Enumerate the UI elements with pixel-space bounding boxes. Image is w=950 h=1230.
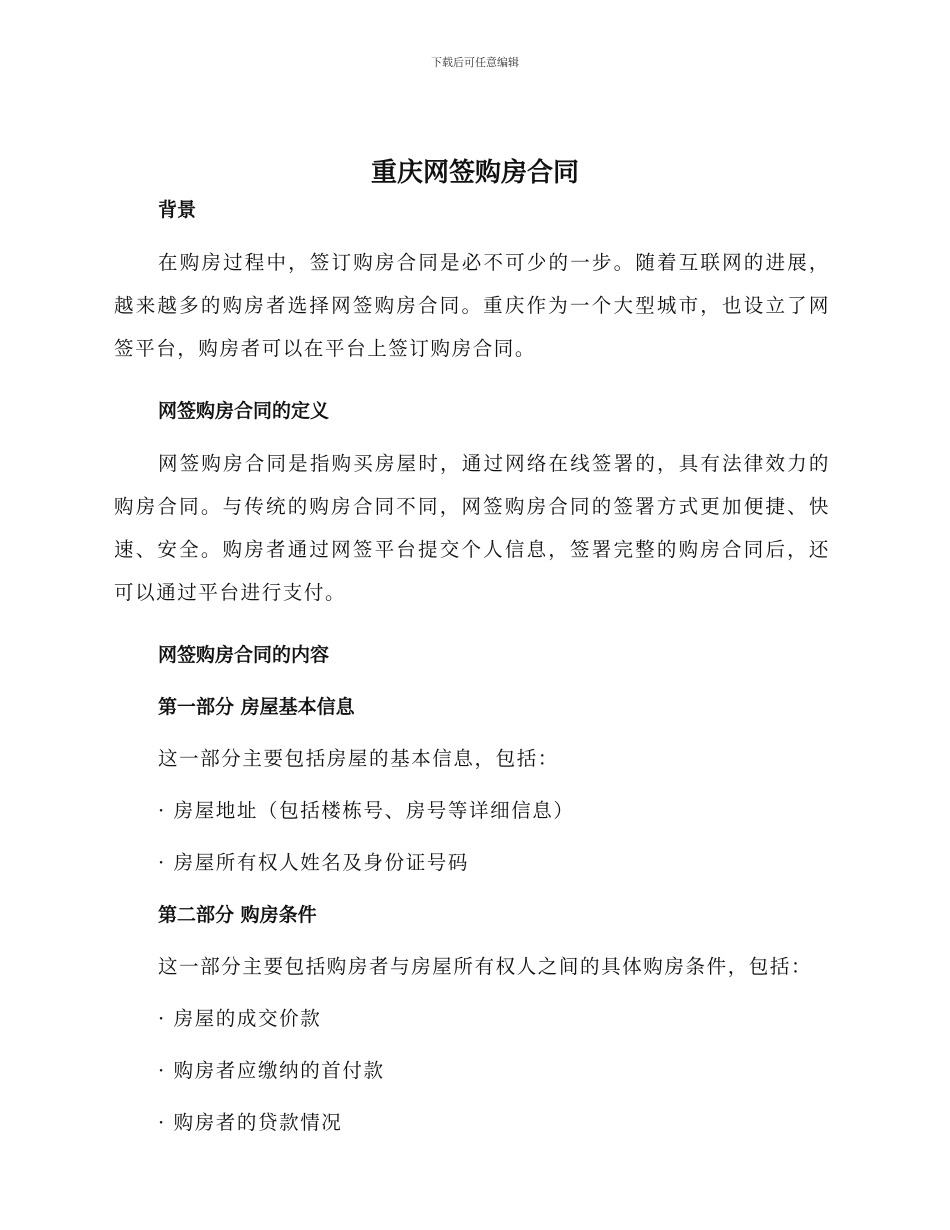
document-body	[114, 196, 830, 1137]
paragraph-definition: 网签购房合同是指购买房屋时，通过网络在线签署的，具有法律效力的购房合同。与传统的购房合同不同，网签购房合同的签署方式更加便捷、快速、安全。购房者通过网签平台提交个人信息，签署完整的购房合同后，还可以通过平台进行支付。	[114, 452, 830, 604]
section-heading-part2: 第二部分 购房条件	[158, 904, 317, 926]
list-item: · 购房者应缴纳的首付款	[158, 1059, 385, 1082]
section-heading-part1: 第一部分 房屋基本信息	[158, 696, 355, 718]
paragraph-background: 在购房过程中，签订购房合同是必不可少的一步。随着互联网的进展，越来越多的购房者选择网签购房合同。重庆作为一个大型城市，也设立了网签平台，购房者可以在平台上签订购房合同。	[114, 251, 830, 360]
section-heading-background: 背景	[158, 199, 197, 221]
list-item: · 购房者的贷款情况	[158, 1111, 343, 1134]
list-item: · 房屋所有权人姓名及身份证号码	[158, 851, 469, 874]
paragraph-part2-intro: 这一部分主要包括购房者与房屋所有权人之间的具体购房条件，包括：	[158, 955, 813, 978]
list-item: · 房屋的成交价款	[158, 1007, 322, 1030]
header-note: 下载后可任意编辑	[431, 56, 519, 69]
section-heading-definition: 网签购房合同的定义	[158, 400, 330, 422]
section-heading-content: 网签购房合同的内容	[158, 644, 330, 666]
document-title: 重庆网签购房合同	[370, 158, 579, 188]
list-item: · 房屋地址（包括楼栋号、房号等详细信息）	[158, 799, 575, 822]
paragraph-part1-intro: 这一部分主要包括房屋的基本信息，包括：	[158, 747, 559, 770]
